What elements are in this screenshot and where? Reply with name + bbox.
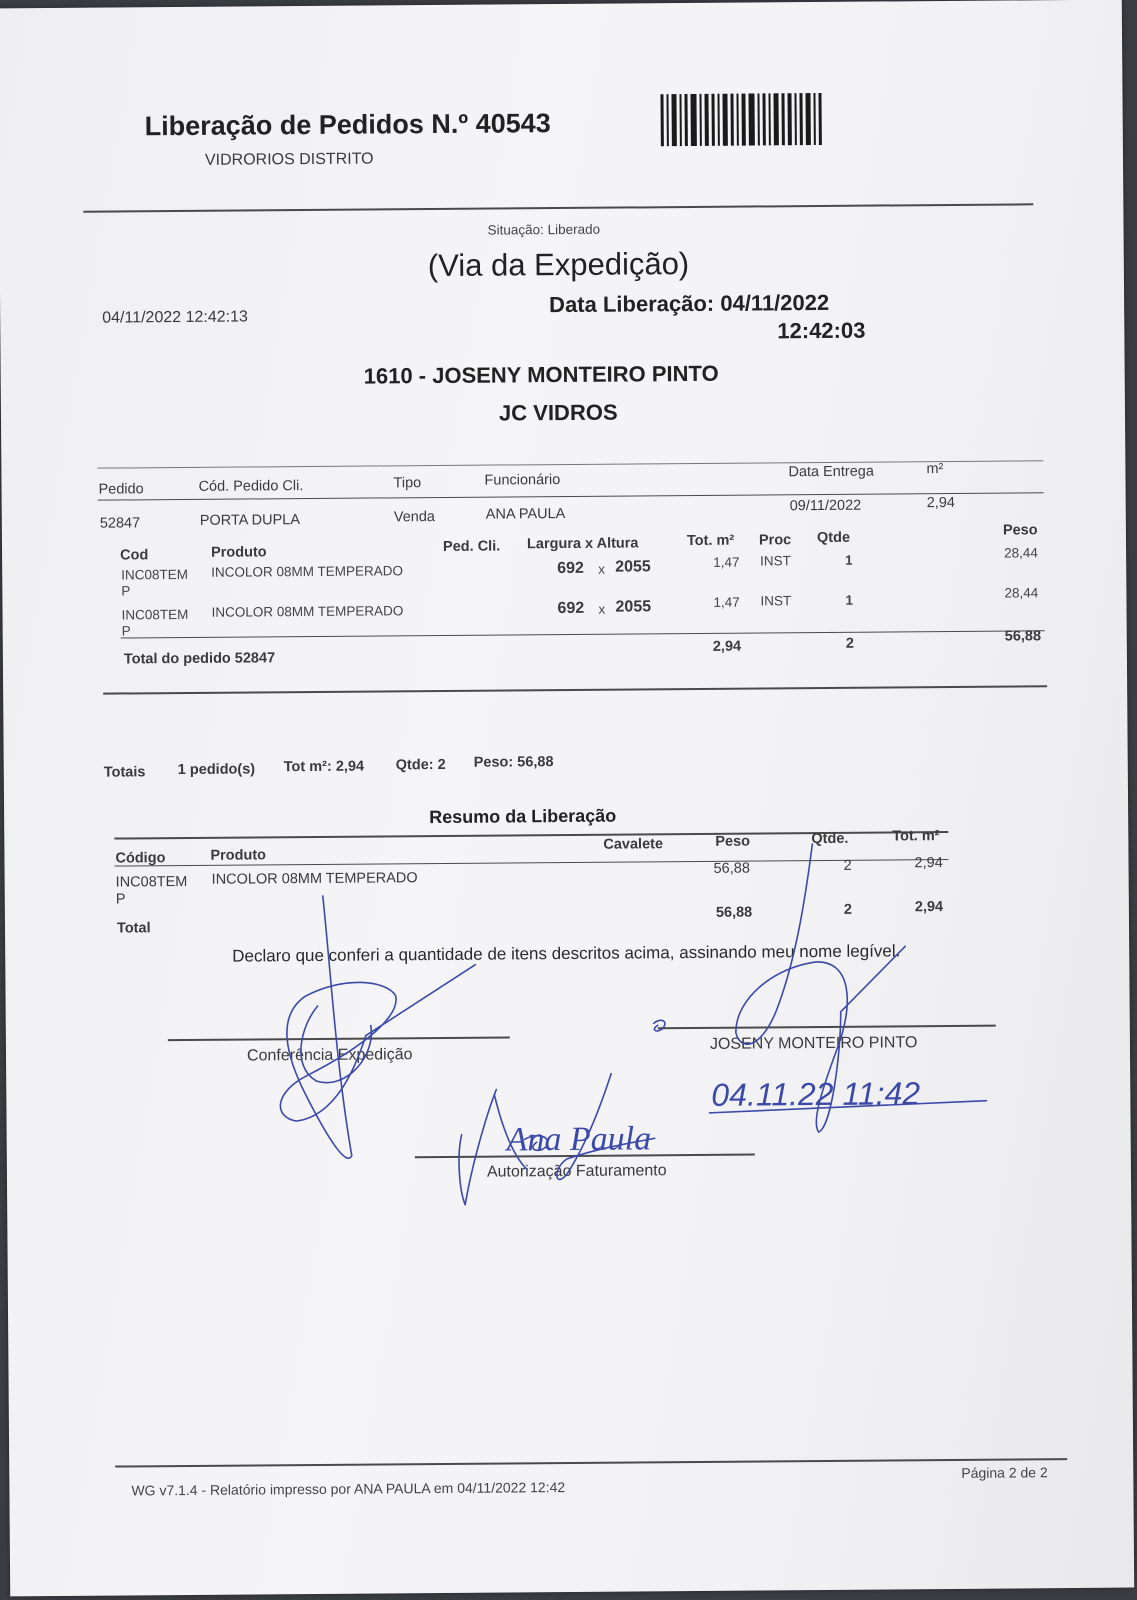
client-company: JC VIDROS (498, 399, 618, 426)
company-name: VIDRORIOS DISTRITO (204, 150, 374, 169)
col-data-entrega: Data Entrega (788, 463, 874, 481)
summary-col-tot-m2: Tot. m² (892, 828, 940, 845)
release-date: Data Liberação: 04/11/2022 (549, 289, 830, 318)
items-col-proc: Proc (758, 532, 792, 549)
summary-col-peso: Peso (715, 833, 751, 850)
item-tot-m2: 1,47 (713, 554, 740, 570)
item-tot-m2: 1,47 (713, 594, 740, 610)
item-cod: INC08TEM (121, 606, 189, 623)
summary-total-label: Total (116, 920, 151, 937)
order-total-m2: 2,94 (712, 638, 742, 655)
item-x: x (598, 601, 606, 617)
item-altura: 2055 (615, 558, 651, 576)
autorizacao-label: Autorização Faturamento (486, 1162, 667, 1181)
footer-rule (115, 1458, 1067, 1467)
order-m2: 2,94 (926, 494, 955, 512)
summary-qtde: 2 (843, 857, 852, 874)
col-funcionario: Funcionário (484, 472, 561, 489)
copy-label: (Via da Expedição) (427, 246, 690, 284)
col-m2: m² (926, 461, 944, 478)
summary-codigo-cont: P (115, 891, 126, 908)
item-proc: INST (760, 593, 792, 609)
header-divider (83, 203, 1033, 212)
items-col-cod: Cod (120, 547, 149, 564)
items-col-tot-m2: Tot. m² (686, 532, 735, 550)
order-client-code: PORTA DUPLA (199, 512, 301, 529)
order-total-label: Total do pedido 52847 (123, 650, 276, 668)
summary-total-m2: 2,94 (914, 899, 944, 916)
items-col-ped-cli: Ped. Cli. (442, 538, 501, 555)
order-number: 52847 (99, 515, 141, 532)
summary-col-cavalete: Cavalete (603, 836, 664, 853)
summary-codigo: INC08TEM (115, 873, 188, 891)
order-employee: ANA PAULA (485, 505, 566, 523)
items-col-largura-altura: Largura x Altura (526, 535, 639, 553)
summary-title: Resumo da Liberação (429, 805, 617, 828)
summary-total-qtde: 2 (843, 901, 853, 918)
col-cod-pedido-cli: Cód. Pedido Cli. (198, 478, 304, 495)
item-largura: 692 (557, 599, 585, 618)
totals-label: Totais (103, 764, 146, 781)
items-total-rule (121, 630, 1045, 638)
item-produto: INCOLOR 08MM TEMPERADO (211, 563, 404, 580)
footer-page-number: Página 2 de 2 (961, 1464, 1048, 1481)
totals-qtde: Qtde: 2 (395, 756, 446, 774)
summary-produto: INCOLOR 08MM TEMPERADO (211, 870, 418, 888)
summary-tot-m2: 2,94 (914, 855, 943, 872)
handwritten-date: 04.11.22 11:42 (711, 1075, 921, 1113)
summary-col-produto: Produto (210, 847, 267, 864)
item-cod-cont: P (121, 623, 131, 639)
totals-peso: Peso: 56,88 (473, 754, 554, 771)
autorizacao-signature-line (415, 1154, 755, 1158)
items-col-qtde: Qtde (816, 529, 851, 547)
item-proc: INST (760, 553, 791, 569)
order-type: Venda (393, 509, 435, 526)
item-altura: 2055 (615, 598, 652, 616)
conferencia-label: Conferência Expedição (246, 1046, 413, 1065)
item-largura: 692 (557, 559, 584, 578)
client-signature-name: JOSENY MONTEIRO PINTO (709, 1034, 918, 1053)
document-title: Liberação de Pedidos N.º 40543 (144, 108, 551, 142)
items-col-produto: Produto (211, 544, 267, 561)
summary-peso: 56,88 (713, 860, 750, 877)
col-tipo: Tipo (393, 475, 422, 492)
summary-total-peso: 56,88 (715, 904, 753, 921)
item-produto: INCOLOR 08MM TEMPERADO (211, 603, 404, 620)
handwritten-name: Ana Paula (506, 1120, 652, 1159)
client-name: 1610 - JOSENY MONTEIRO PINTO (363, 360, 719, 389)
release-time: 12:42:03 (777, 317, 866, 344)
order-top-rule (97, 460, 1043, 468)
order-total-qtde: 2 (845, 635, 854, 652)
col-pedido: Pedido (98, 481, 144, 498)
item-cod: INC08TEM (121, 566, 189, 583)
items-col-peso: Peso (1002, 522, 1038, 539)
barcode (660, 93, 830, 146)
conferencia-signature-line (168, 1036, 510, 1040)
declaration-text: Declaro que conferi a quantidade de itens descritos acima, assinando meu nome legível. (232, 941, 901, 966)
item-cod-cont: P (121, 583, 131, 599)
footer-printed-by: WG v7.1.4 - Relatório impresso por ANA PAULA em 04/11/2022 12:42 (131, 1479, 566, 1499)
order-total-peso: 56,88 (1004, 628, 1042, 645)
item-qtde: 1 (845, 552, 853, 568)
totals-m2: Tot m²: 2,94 (283, 758, 365, 776)
item-x: x (598, 561, 606, 577)
item-qtde: 1 (845, 592, 854, 608)
order-bottom-rule (103, 685, 1047, 694)
item-peso: 28,44 (1004, 585, 1039, 601)
printed-timestamp: 04/11/2022 12:42:13 (102, 308, 248, 327)
totals-pedidos: 1 pedido(s) (177, 761, 256, 779)
item-peso: 28,44 (1004, 545, 1038, 561)
situation-label: Situação: Liberado (487, 221, 601, 238)
client-signature-line (658, 1025, 996, 1029)
summary-col-qtde: Qtde. (811, 830, 849, 848)
order-delivery-date: 09/11/2022 (789, 497, 862, 515)
summary-col-codigo: Código (115, 850, 166, 867)
